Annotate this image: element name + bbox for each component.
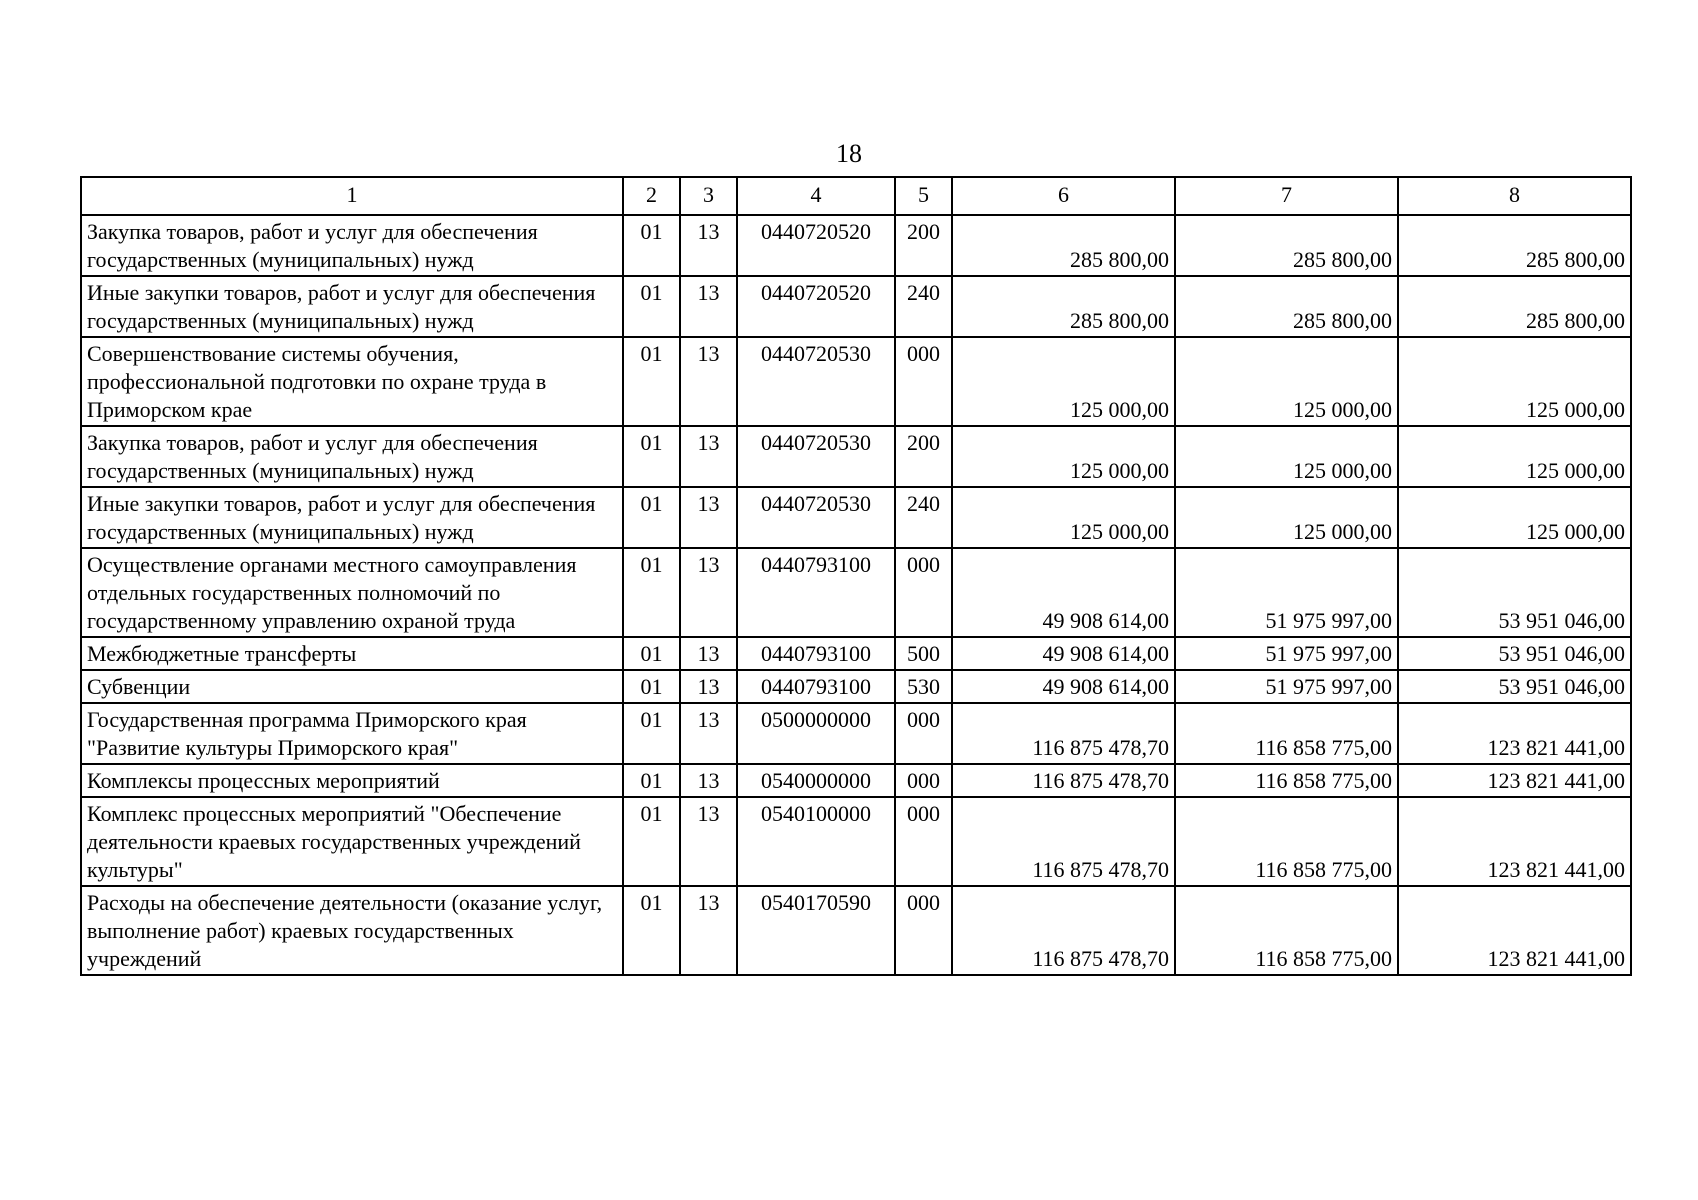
table-row — [81, 797, 1631, 886]
row-name: Государственная программа Приморского края "Развитие культуры Приморского края" — [81, 703, 623, 764]
row-name: Комплексы процессных мероприятий — [81, 764, 623, 797]
amount-col-8: 285 800,00 — [1398, 276, 1631, 337]
code-subsection: 13 — [680, 670, 737, 703]
amount-col-6: 125 000,00 — [952, 487, 1175, 548]
amount-col-6: 49 908 614,00 — [952, 548, 1175, 637]
amount-col-6: 285 800,00 — [952, 215, 1175, 276]
budget-table — [80, 176, 1632, 976]
code-section: 01 — [623, 797, 680, 886]
column-header-5: 5 — [895, 177, 952, 215]
amount-col-8: 285 800,00 — [1398, 215, 1631, 276]
code-subsection: 13 — [680, 637, 737, 670]
amount-col-8: 125 000,00 — [1398, 426, 1631, 487]
amount-col-8: 123 821 441,00 — [1398, 886, 1631, 975]
code-subsection: 13 — [680, 886, 737, 975]
code-target: 0500000000 — [737, 703, 895, 764]
code-target: 0440793100 — [737, 548, 895, 637]
table-row — [81, 886, 1631, 975]
amount-col-7: 125 000,00 — [1175, 337, 1398, 426]
amount-col-8: 125 000,00 — [1398, 487, 1631, 548]
amount-col-7: 285 800,00 — [1175, 276, 1398, 337]
code-section: 01 — [623, 276, 680, 337]
amount-col-8: 53 951 046,00 — [1398, 637, 1631, 670]
amount-col-7: 116 858 775,00 — [1175, 703, 1398, 764]
amount-col-6: 116 875 478,70 — [952, 703, 1175, 764]
row-name: Совершенствование системы обучения, профессиональной подготовки по охране труда в Приморском крае — [81, 337, 623, 426]
amount-col-7: 116 858 775,00 — [1175, 797, 1398, 886]
code-section: 01 — [623, 886, 680, 975]
table-row — [81, 487, 1631, 548]
code-section: 01 — [623, 764, 680, 797]
code-target: 0440720520 — [737, 215, 895, 276]
table-row — [81, 637, 1631, 670]
amount-col-7: 51 975 997,00 — [1175, 637, 1398, 670]
code-subsection: 13 — [680, 215, 737, 276]
code-section: 01 — [623, 337, 680, 426]
code-subsection: 13 — [680, 487, 737, 548]
row-name: Осуществление органами местного самоуправления отдельных государственных полномочий по государственному управлению охраной труда — [81, 548, 623, 637]
amount-col-6: 49 908 614,00 — [952, 637, 1175, 670]
table-row — [81, 548, 1631, 637]
amount-col-7: 125 000,00 — [1175, 426, 1398, 487]
table-row — [81, 764, 1631, 797]
row-name: Иные закупки товаров, работ и услуг для обеспечения государственных (муниципальных) нужд — [81, 276, 623, 337]
column-header-6: 6 — [952, 177, 1175, 215]
amount-col-6: 285 800,00 — [952, 276, 1175, 337]
column-header-3: 3 — [680, 177, 737, 215]
amount-col-8: 125 000,00 — [1398, 337, 1631, 426]
code-section: 01 — [623, 548, 680, 637]
column-header-4: 4 — [737, 177, 895, 215]
code-target: 0440720530 — [737, 337, 895, 426]
code-expense-type: 000 — [895, 703, 952, 764]
code-section: 01 — [623, 703, 680, 764]
amount-col-7: 116 858 775,00 — [1175, 764, 1398, 797]
column-header-8: 8 — [1398, 177, 1631, 215]
code-expense-type: 000 — [895, 337, 952, 426]
code-target: 0540170590 — [737, 886, 895, 975]
code-section: 01 — [623, 637, 680, 670]
amount-col-7: 125 000,00 — [1175, 487, 1398, 548]
amount-col-6: 125 000,00 — [952, 337, 1175, 426]
code-section: 01 — [623, 215, 680, 276]
code-target: 0440720520 — [737, 276, 895, 337]
amount-col-7: 285 800,00 — [1175, 215, 1398, 276]
amount-col-8: 123 821 441,00 — [1398, 703, 1631, 764]
row-name: Иные закупки товаров, работ и услуг для обеспечения государственных (муниципальных) нужд — [81, 487, 623, 548]
code-section: 01 — [623, 487, 680, 548]
table-row — [81, 426, 1631, 487]
table-row — [81, 703, 1631, 764]
code-expense-type: 000 — [895, 886, 952, 975]
amount-col-7: 51 975 997,00 — [1175, 670, 1398, 703]
amount-col-8: 123 821 441,00 — [1398, 764, 1631, 797]
table-row — [81, 337, 1631, 426]
code-target: 0440720530 — [737, 487, 895, 548]
code-subsection: 13 — [680, 764, 737, 797]
table-row — [81, 670, 1631, 703]
row-name: Комплекс процессных мероприятий "Обеспечение деятельности краевых государственных учреждений культуры" — [81, 797, 623, 886]
code-target: 0440793100 — [737, 637, 895, 670]
code-expense-type: 240 — [895, 487, 952, 548]
code-subsection: 13 — [680, 703, 737, 764]
code-expense-type: 500 — [895, 637, 952, 670]
code-expense-type: 000 — [895, 797, 952, 886]
code-target: 0440793100 — [737, 670, 895, 703]
code-expense-type: 240 — [895, 276, 952, 337]
amount-col-6: 49 908 614,00 — [952, 670, 1175, 703]
amount-col-6: 116 875 478,70 — [952, 886, 1175, 975]
code-subsection: 13 — [680, 276, 737, 337]
code-expense-type: 200 — [895, 426, 952, 487]
column-header-1: 1 — [81, 177, 623, 215]
code-expense-type: 200 — [895, 215, 952, 276]
code-section: 01 — [623, 670, 680, 703]
amount-col-6: 116 875 478,70 — [952, 764, 1175, 797]
column-header-2: 2 — [623, 177, 680, 215]
row-name: Субвенции — [81, 670, 623, 703]
code-target: 0540000000 — [737, 764, 895, 797]
code-subsection: 13 — [680, 426, 737, 487]
header-row — [81, 177, 1631, 215]
amount-col-8: 53 951 046,00 — [1398, 548, 1631, 637]
table-row — [81, 276, 1631, 337]
amount-col-6: 125 000,00 — [952, 426, 1175, 487]
code-target: 0540100000 — [737, 797, 895, 886]
amount-col-7: 51 975 997,00 — [1175, 548, 1398, 637]
amount-col-8: 53 951 046,00 — [1398, 670, 1631, 703]
code-target: 0440720530 — [737, 426, 895, 487]
row-name: Закупка товаров, работ и услуг для обеспечения государственных (муниципальных) нужд — [81, 426, 623, 487]
row-name: Закупка товаров, работ и услуг для обеспечения государственных (муниципальных) нужд — [81, 215, 623, 276]
row-name: Межбюджетные трансферты — [81, 637, 623, 670]
code-expense-type: 530 — [895, 670, 952, 703]
code-section: 01 — [623, 426, 680, 487]
column-header-7: 7 — [1175, 177, 1398, 215]
page-number: 18 — [836, 139, 862, 168]
row-name: Расходы на обеспечение деятельности (оказание услуг, выполнение работ) краевых государственных учреждений — [81, 886, 623, 975]
code-subsection: 13 — [680, 548, 737, 637]
table-row — [81, 215, 1631, 276]
amount-col-7: 116 858 775,00 — [1175, 886, 1398, 975]
code-subsection: 13 — [680, 797, 737, 886]
amount-col-6: 116 875 478,70 — [952, 797, 1175, 886]
code-expense-type: 000 — [895, 764, 952, 797]
amount-col-8: 123 821 441,00 — [1398, 797, 1631, 886]
code-expense-type: 000 — [895, 548, 952, 637]
code-subsection: 13 — [680, 337, 737, 426]
